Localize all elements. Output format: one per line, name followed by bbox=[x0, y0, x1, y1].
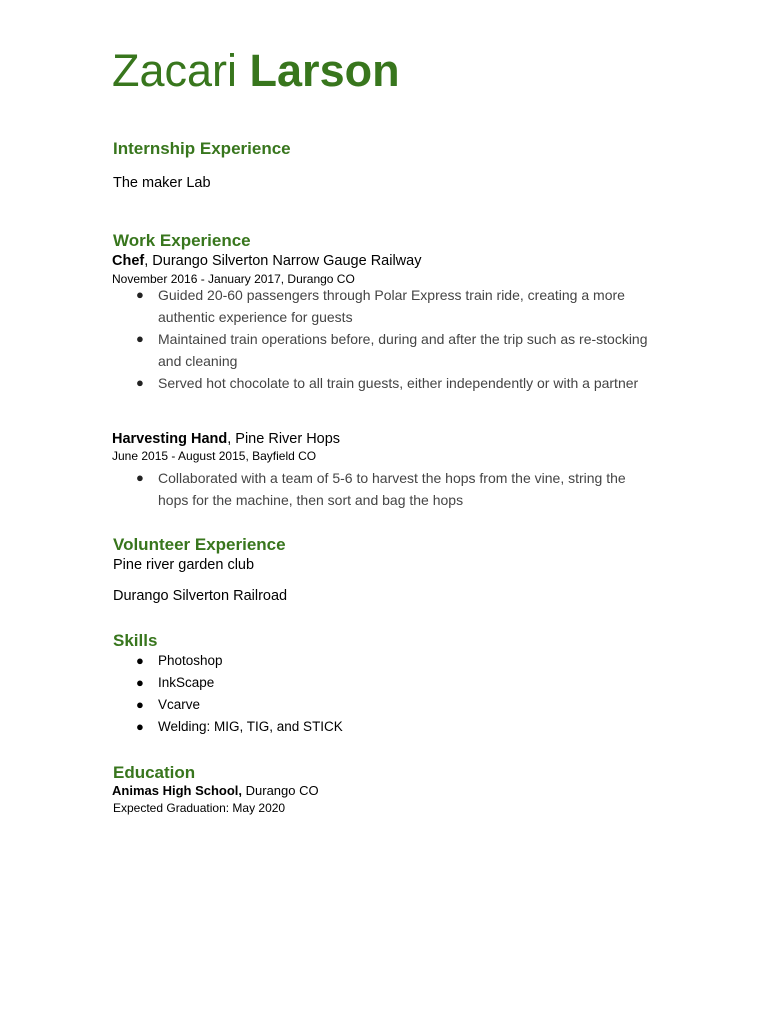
job-org: , Durango Silverton Narrow Gauge Railway bbox=[144, 253, 422, 269]
skill-item bbox=[136, 694, 436, 716]
internship-heading: Internship Experience bbox=[113, 139, 291, 158]
school-line bbox=[112, 783, 319, 799]
list-item bbox=[136, 284, 666, 328]
job-title-line bbox=[112, 251, 421, 271]
school-location: Durango CO bbox=[242, 783, 319, 798]
internship-org: The maker Lab bbox=[113, 175, 211, 191]
skill-text: Photoshop bbox=[158, 653, 223, 668]
skill-text: InkScape bbox=[158, 675, 215, 690]
list-item-text: Maintained train operations before, during and after the trip such as re-stocking and cleaning bbox=[158, 331, 648, 369]
list-item bbox=[136, 467, 666, 511]
job-dates: June 2015 - August 2015, Bayfield CO bbox=[112, 449, 317, 463]
school-name: Animas High School, bbox=[112, 783, 243, 798]
list-item-text: Served hot chocolate to all train guests, either independently or with a partner bbox=[158, 375, 639, 391]
graduation-date: Expected Graduation: May 2020 bbox=[113, 801, 286, 815]
bullet-icon: ● bbox=[136, 287, 144, 302]
volunteer-item: Durango Silverton Railroad bbox=[113, 588, 288, 604]
education-heading: Education bbox=[113, 763, 196, 782]
last-name: Larson bbox=[249, 45, 400, 96]
volunteer-heading: Volunteer Experience bbox=[113, 535, 286, 554]
skill-item bbox=[136, 716, 436, 738]
list-item-text: Guided 20-60 passengers through Polar Express train ride, creating a more authentic experience for guests bbox=[158, 287, 625, 325]
bullet-icon: ● bbox=[136, 331, 144, 346]
bullet-icon: ● bbox=[136, 697, 144, 712]
list-item-text: Collaborated with a team of 5-6 to harvest the hops from the vine, string the hops for the machine, then sort and bag the hops bbox=[158, 470, 626, 508]
job-title: Harvesting Hand bbox=[112, 431, 228, 447]
first-name: Zacari bbox=[112, 45, 238, 96]
bullet-icon: ● bbox=[136, 653, 144, 668]
skill-item bbox=[136, 650, 436, 672]
job-org: , Pine River Hops bbox=[227, 431, 341, 447]
job-dates: November 2016 - January 2017, Durango CO bbox=[112, 272, 355, 286]
bullet-icon: ● bbox=[136, 719, 144, 734]
skill-text: Vcarve bbox=[158, 697, 201, 712]
skills-heading: Skills bbox=[113, 631, 158, 650]
bullet-icon: ● bbox=[136, 470, 144, 485]
list-item bbox=[136, 328, 666, 372]
skill-item bbox=[136, 672, 436, 694]
bullet-icon: ● bbox=[136, 675, 144, 690]
volunteer-item: Pine river garden club bbox=[113, 557, 255, 573]
work-heading: Work Experience bbox=[113, 231, 251, 250]
skill-text: Welding: MIG, TIG, and STICK bbox=[158, 719, 343, 734]
bullet-icon: ● bbox=[136, 375, 144, 390]
list-item bbox=[136, 372, 666, 394]
candidate-name bbox=[112, 44, 400, 98]
job-title: Chef bbox=[112, 253, 145, 269]
job-title-line bbox=[112, 429, 340, 449]
